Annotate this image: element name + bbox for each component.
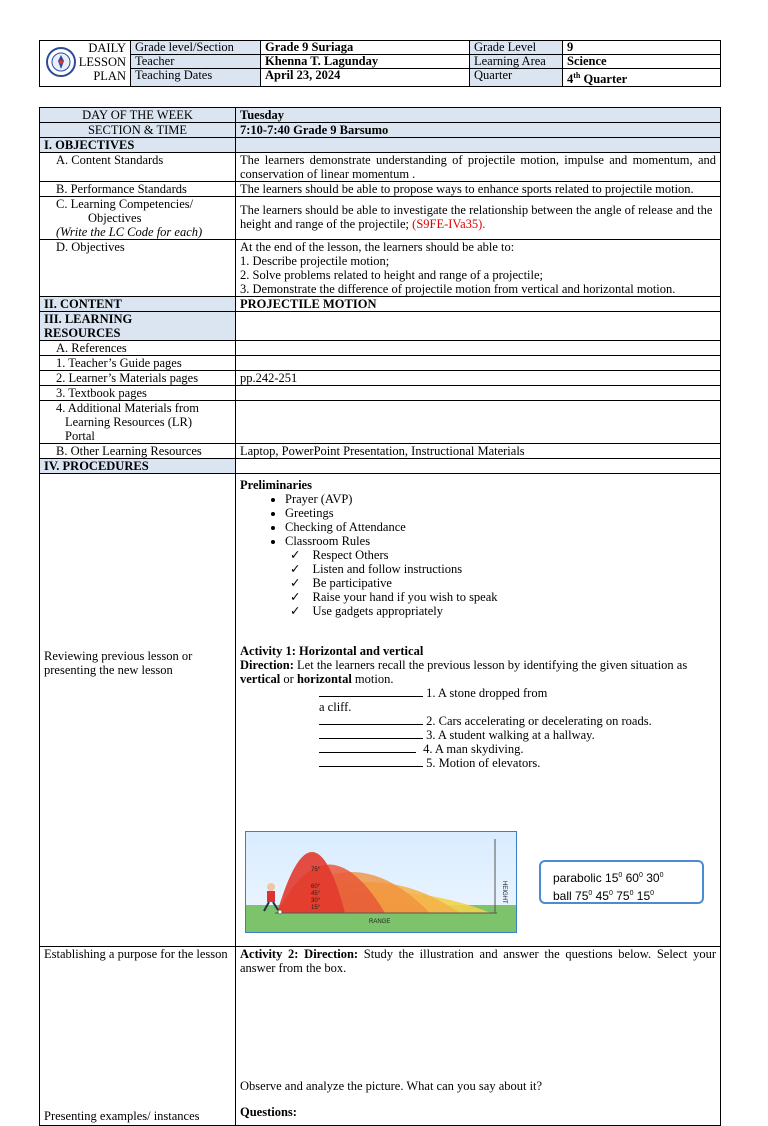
observe-text: Observe and analyze the picture. What can you say about it? (240, 1079, 543, 1093)
day-label: DAY OF THE WEEK (40, 108, 236, 123)
projectile-figure (245, 831, 517, 933)
learners-materials-label: 2. Learner’s Materials pages (40, 371, 236, 386)
textbook-label: 3. Textbook pages (40, 386, 236, 401)
title-lesson: LESSON (78, 55, 126, 69)
label-learning-area: Learning Area (470, 55, 563, 69)
activity1-item-cont: a cliff. (319, 700, 352, 714)
label-grade-level: Grade Level (470, 41, 563, 55)
references-label: A. References (40, 341, 236, 356)
rule-item: ✓ Raise your hand if you wish to speak (310, 590, 716, 604)
rule-item: ✓ Be participative (310, 576, 716, 590)
examples-label: Presenting examples/ instances (44, 1109, 200, 1123)
content-standards-label: A. Content Standards (40, 153, 236, 182)
activity1-item: 3. A student walking at a hallway. (319, 728, 716, 742)
rule-item: ✓ Respect Others (310, 548, 716, 562)
ball-icon (278, 910, 282, 914)
title-daily: DAILY (88, 41, 126, 55)
answer-line-2: ball $75^0$ $45^0$ $75^0$ $15^0$ (553, 889, 655, 903)
value-quarter: 4th Quarter (563, 69, 721, 87)
angle-label-60: 60° (311, 884, 321, 890)
activity1-item: 4. A man skydiving. (319, 742, 716, 756)
label-teaching-dates: Teaching Dates (131, 69, 261, 87)
lesson-plan-table (39, 107, 721, 1126)
list-item: • Classroom Rules (285, 534, 716, 548)
value-teacher: Khenna T. Lagunday (261, 55, 470, 69)
section-value: 7:10-7:40 Grade 9 Barsumo (236, 123, 721, 138)
activity1-direction: Direction: Let the learners recall the previous lesson by identifying the given situation as vertical or horizontal motion. (240, 658, 688, 686)
section-label: SECTION & TIME (40, 123, 236, 138)
objectives-heading: I. OBJECTIVES (40, 138, 236, 153)
value-grade-section: Grade 9 Suriaga (261, 41, 470, 55)
activity1-item: 1. A stone dropped from (319, 686, 716, 700)
performance-standards-label: B. Performance Standards (40, 182, 236, 197)
value-learning-area: Science (563, 55, 721, 69)
day-value: Tuesday (236, 108, 721, 123)
teachers-guide-label: 1. Teacher’s Guide pages (40, 356, 236, 371)
list-item: • Prayer (AVP) (285, 492, 716, 506)
activity1-item: 5. Motion of elevators. (319, 756, 716, 770)
additional-materials-label: 4. Additional Materials from Learning Resources (LR) Portal (40, 401, 236, 444)
label-quarter: Quarter (470, 69, 563, 87)
learning-resources-heading: III. LEARNING RESOURCES (40, 312, 236, 341)
learners-materials-value: pp.242-251 (236, 371, 721, 386)
deped-seal-icon (46, 47, 76, 77)
rule-item: ✓ Use gadgets appropriately (310, 604, 716, 618)
objectives-label: D. Objectives (40, 240, 236, 297)
value-teaching-dates: April 23, 2024 (261, 69, 470, 87)
other-resources-label: B. Other Learning Resources (40, 444, 236, 459)
objectives-value: At the end of the lesson, the learners should be able to: 1. Describe projectile motion; 2. Solve problems related to height and range of a projectile; 3. Demonstrate the difference of projectile motion from vertical and horizontal motion. (236, 240, 721, 297)
purpose-content (236, 947, 721, 1126)
header-table (39, 40, 721, 87)
angle-label-15: 15° (311, 905, 321, 911)
rule-item: ✓ Listen and follow instructions (310, 562, 716, 576)
competencies-value: The learners should be able to investigate the relationship between the angle of release and the height and range of the projectile; (S9FE-IVa35). (236, 197, 721, 240)
list-item: • Checking of Attendance (285, 520, 716, 534)
procedures-heading: IV. PROCEDURES (40, 459, 236, 474)
purpose-cell (40, 947, 236, 1126)
height-label: HEIGHT (501, 881, 507, 904)
lc-code: (S9FE-IVa35). (412, 217, 486, 231)
activity1-title: Activity 1: Horizontal and vertical (240, 644, 424, 658)
purpose-label: Establishing a purpose for the lesson (44, 947, 228, 961)
list-item: • Greetings (285, 506, 716, 520)
content-heading: II. CONTENT (40, 297, 236, 312)
logo-title-cell (40, 41, 131, 87)
value-grade-level: 9 (563, 41, 721, 55)
range-label: RANGE (369, 919, 391, 925)
content-standards-value: The learners demonstrate understanding of projectile motion, impulse and momentum, and conservation of linear momentum . (236, 153, 721, 182)
title-plan: PLAN (93, 69, 126, 83)
competencies-label: C. Learning Competencies/ Objectives (Write the LC Code for each) (40, 197, 236, 240)
activity2-direction: Activity 2: Direction: Study the illustration and answer the questions below. Select your answer from the box. (240, 947, 716, 975)
angle-label-75: 75° (311, 867, 321, 873)
label-grade-section: Grade level/Section (131, 41, 261, 55)
activity1-item: 2. Cars accelerating or decelerating on roads. (319, 714, 716, 728)
answer-choices-box (539, 860, 704, 904)
answer-line-1: parabolic $15^0$ $60^0$ $30^0$ (553, 871, 664, 885)
other-resources-value: Laptop, PowerPoint Presentation, Instructional Materials (236, 444, 721, 459)
angle-label-30: 30° (311, 898, 321, 904)
preliminaries-title: Preliminaries (240, 478, 312, 492)
angle-label-45: 45° (311, 891, 321, 897)
questions-label: Questions: (240, 1105, 297, 1119)
performance-standards-value: The learners should be able to propose ways to enhance sports related to projectile motion. (236, 182, 721, 197)
label-teacher: Teacher (131, 55, 261, 69)
review-label: Reviewing previous lesson or presenting the new lesson (40, 474, 236, 947)
content-value: PROJECTILE MOTION (236, 297, 721, 312)
